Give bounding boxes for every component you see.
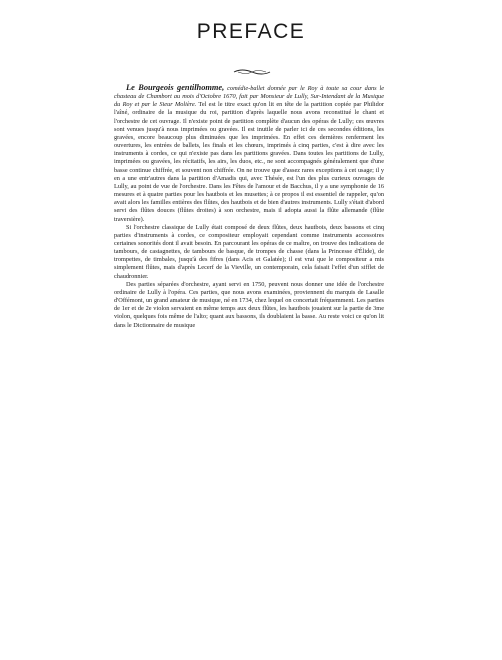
- paragraph-text: Des parties séparées d'orchestre, ayant servi en 1750, peuvent nous donner une idée de l'orchestre ordinaire de Lully à l'opéra. Ces parties, que nous avons examinées, proviennent du marquis de Lasalle d'Offémont, un grand amateur de musique, né en 1734, chez lequel on concertait fréquemment. Les parties de 1er et de 2e violon servaient en même temps aux deux flûtes, les hautbois jouaient sur la partie de 3me violon, quelques fois même de l'alto; quant aux bassons, ils doublaient la basse. Au reste voici ce qu'on lit dans le Dictionnaire de musique: [114, 280, 384, 329]
- paragraph-3: [114, 281, 384, 330]
- page-title: PREFACE: [196, 20, 306, 43]
- work-subtitle: comédie-ballet donnée par le Roy à toute sa cour dans le chasteau de Chambort au mois d'Octobre 1670, fait par Monsieur de Lully, Sur-Intendant de la Musique du Roy et par le Sieur Molière.: [114, 85, 384, 109]
- work-title: Le Bourgeois gentilhomme,: [126, 83, 225, 92]
- title-ornament-icon: [232, 68, 272, 76]
- paragraph-2: [114, 224, 384, 281]
- preface-body: [114, 84, 384, 330]
- paragraph-1: [114, 84, 384, 224]
- paragraph-text: Si l'orchestre classique de Lully était composé de deux flûtes, deux hautbois, deux bassons et cinq parties d'instruments à cordes, ce compositeur employait cependant comme instruments accessoires certaines sonorités dont il avait besoin. En parcourant les opéras de ce maître, on trouve des indications de tambours, de castagnettes, de tambours de basque, de trompes de chasse (dans la Princesse d'Élide), de trompettes, de timbales, jusqu'à des fifres (dans Acis et Galatée); il est vrai que le compositeur a mis simplement flûtes, mais d'après Lecerf de la Vieville, un contemporain, cela faisait l'effet d'un sifflet de chaudronnier.: [114, 223, 384, 280]
- paragraph-text: Tel est le titre exact qu'on lit en tête de la partition copiée par Philidor l'aîné, ordinaire de la musique du roi, partition d'après laquelle nous avons reconstitué le chant et l'orchestre de cet ouvrage. Il n'existe point de partition complète d'aucun des opéras de Lully; ces œuvres sont venues jusqu'à nous imprimées ou gravées. Il est inutile de parler ici de ces secondes éditions, les gravées, encore beaucoup plus diminuées que les imprimées. En effet ces dernières renferment les ouvertures, les entrées de ballets, les finals et les chœurs, imprimés à cinq parties, c'est à dire avec les instruments à cordes, ce qui n'existe pas dans les partitions gravées. Dans toutes les partitions de Lully, imprimées ou gravées, les récitatifs, les airs, les duos, etc., ne sont accompagnés généralement que d'une basse continue chiffrée, et souvent non chiffrée. On ne trouve que d'assez rares exceptions à cet usage; il y en a une entr'autres dans la partition d'Amadis qui, avec Thésée, est l'un des plus curieux ouvrages de Lully, au point de vue de l'orchestre. Dans les Fêtes de l'amour et de Bacchus, il y a une symphonie de 16 mesures et à quatre parties pour les hautbois et les musettes; à ce propos il est essentiel de rappeler, qu'on avait alors les familles entières des flûtes, des hautbois et de bien d'autres instruments. Lully s'était d'abord servi des flûtes douces (flûtes droites) à son orchestre, mais il adopta aussi la flûte allemande (flûte traversière).: [114, 101, 384, 223]
